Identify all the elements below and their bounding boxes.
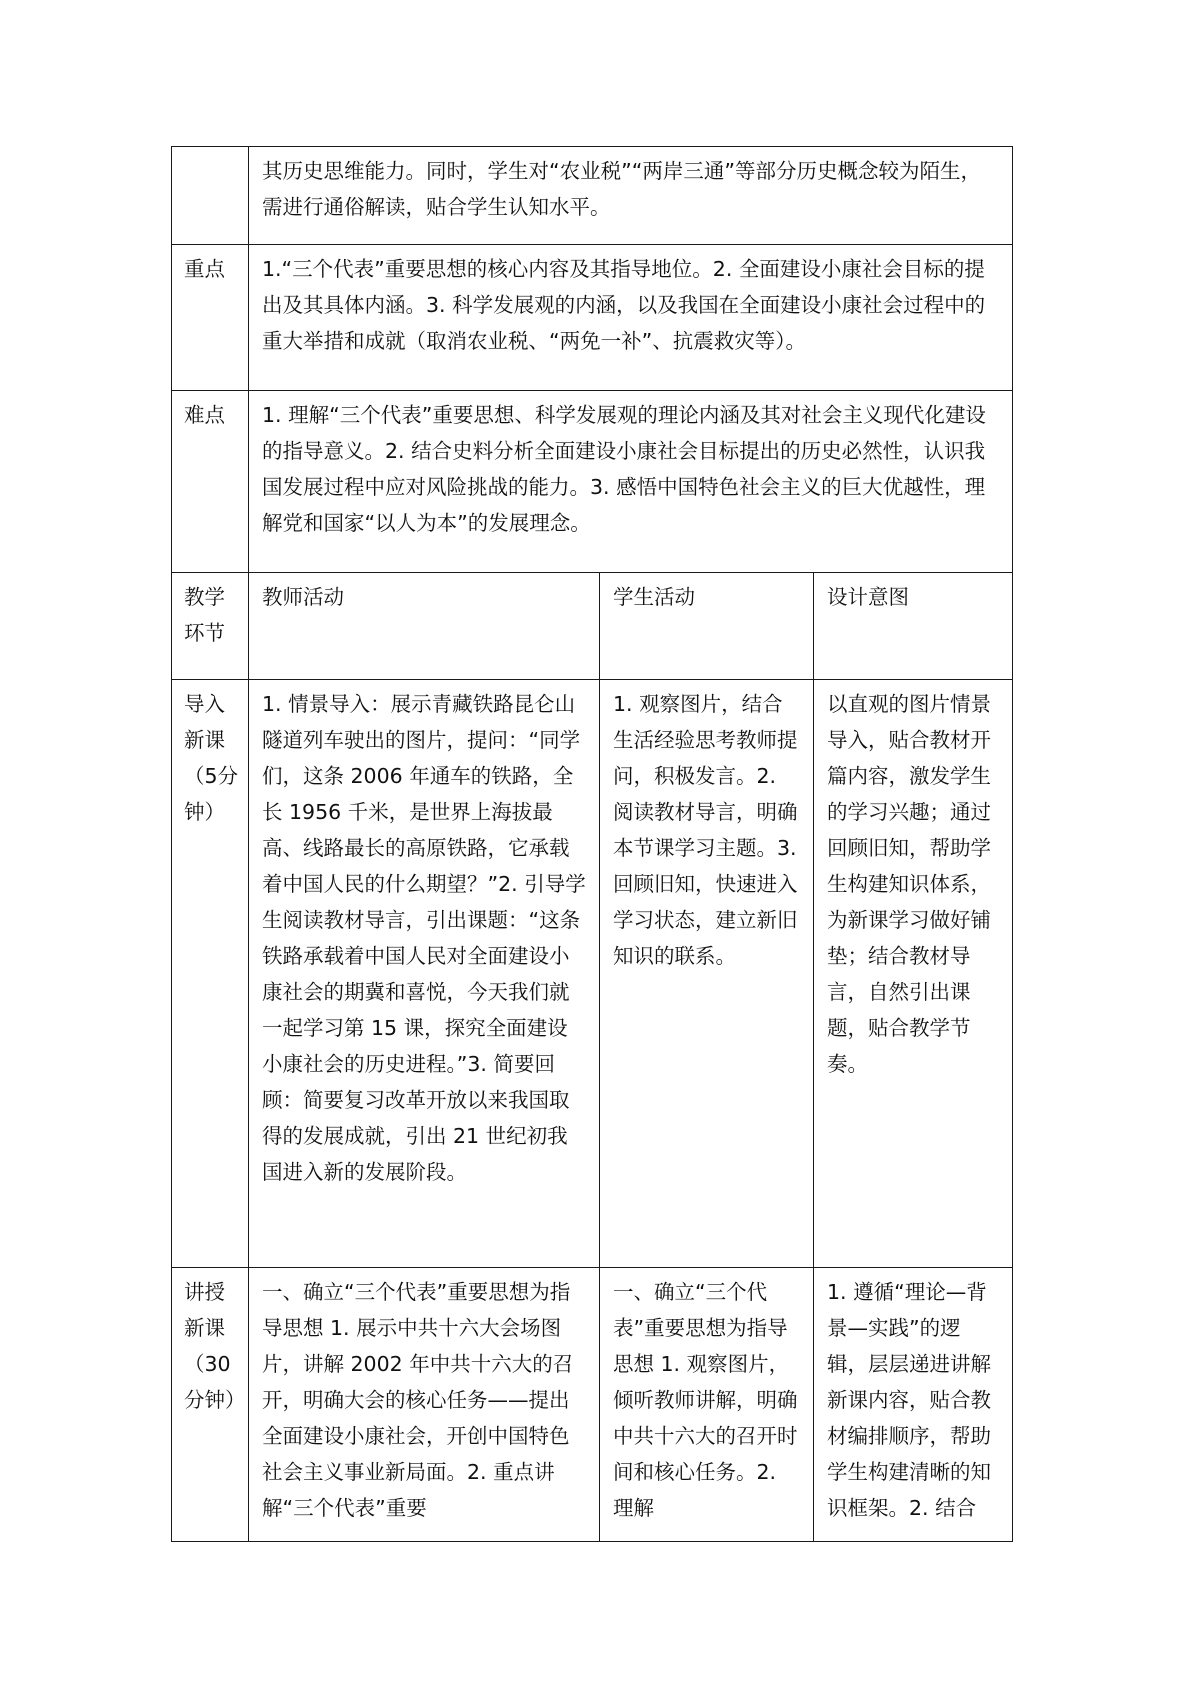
intro-stage-cell bbox=[172, 680, 249, 1268]
lesson-design-intent: 1. 遵循“理论—背景—实践”的逻辑，层层递进讲解新课内容，贴合教材编排顺序，帮助学生构建清晰的知识框架。2. 结合 bbox=[827, 1280, 991, 1520]
lesson-student-activity: 一、确立“三个代表”重要思想为指导思想 1. 观察图片，倾听教师讲解，明确中共十六大的召开时间和核心任务。2. 理解 bbox=[613, 1280, 798, 1520]
header-teacher: 教师活动 bbox=[262, 585, 344, 609]
header-intent: 设计意图 bbox=[827, 585, 909, 609]
key-points-label: 重点 bbox=[184, 257, 225, 281]
lesson-plan-table bbox=[171, 146, 1013, 1542]
difficult-points-label-cell bbox=[172, 391, 249, 573]
header-teacher-cell bbox=[249, 573, 600, 680]
intro-teacher-activity: 1. 情景导入：展示青藏铁路昆仑山隧道列车驶出的图片，提问：“同学们，这条 2006 年通车的铁路，全长 1956 千米，是世界上海拔最高、线路最长的高原铁路，它承载着中国人民的什么期望？”2. 引导学生阅读教材导言，引出课题：“这条铁路承载着中国人民对全面建设小康社会的期冀和喜悦，今天我们就一起学习第 15 课，探究全面建设小康社会的历史进程。”3. 简要回顾：简要复习改革开放以来我国取得的发展成就，引出 21 世纪初我国进入新的发展阶段。 bbox=[262, 692, 586, 1184]
intro-stage: 导入新课（5分钟） bbox=[184, 692, 239, 824]
intro-teacher-cell bbox=[249, 680, 600, 1268]
lesson-intent-cell bbox=[814, 1268, 1013, 1542]
difficult-points-content-cell bbox=[249, 391, 1013, 573]
intro-student-activity: 1. 观察图片，结合生活经验思考教师提问，积极发言。2. 阅读教材导言，明确本节课学习主题。3. 回顾旧知，快速进入学习状态，建立新旧知识的联系。 bbox=[613, 692, 798, 968]
difficult-points-label: 难点 bbox=[184, 403, 225, 427]
lesson-student-cell bbox=[600, 1268, 814, 1542]
lesson-teacher-cell bbox=[249, 1268, 600, 1542]
difficult-points-row bbox=[172, 391, 1013, 573]
key-points-content-cell bbox=[249, 245, 1013, 391]
key-points-row bbox=[172, 245, 1013, 391]
key-points-label-cell bbox=[172, 245, 249, 391]
header-intent-cell bbox=[814, 573, 1013, 680]
intro-student-cell bbox=[600, 680, 814, 1268]
activity-row-new-lesson bbox=[172, 1268, 1013, 1542]
header-stage-cell bbox=[172, 573, 249, 680]
header-stage: 教学环节 bbox=[184, 585, 225, 645]
key-points-text: 1.“三个代表”重要思想的核心内容及其指导地位。2. 全面建设小康社会目标的提出及其具体内涵。3. 科学发展观的内涵，以及我国在全面建设小康社会过程中的重大举措和成就（取消农业税、“两免一补”、抗震救灾等）。 bbox=[262, 257, 986, 353]
analysis-continuation-row bbox=[172, 147, 1013, 245]
lesson-stage: 讲授新课（30分钟） bbox=[184, 1280, 246, 1412]
intro-design-intent: 以直观的图片情景导入，贴合教材开篇内容，激发学生的学习兴趣；通过回顾旧知，帮助学生构建知识体系，为新课学习做好铺垫；结合教材导言，自然引出课题，贴合教学节奏。 bbox=[827, 692, 991, 1076]
lesson-stage-cell bbox=[172, 1268, 249, 1542]
activity-header-row bbox=[172, 573, 1013, 680]
intro-intent-cell bbox=[814, 680, 1013, 1268]
difficult-points-text: 1. 理解“三个代表”重要思想、科学发展观的理论内涵及其对社会主义现代化建设的指导意义。2. 结合史料分析全面建设小康社会目标提出的历史必然性，认识我国发展过程中应对风险挑战的能力。3. 感悟中国特色社会主义的巨大优越性，理解党和国家“以人为本”的发展理念。 bbox=[262, 403, 986, 535]
activity-row-introduction bbox=[172, 680, 1013, 1268]
student-analysis-text: 其历史思维能力。同时，学生对“农业税”“两岸三通”等部分历史概念较为陌生，需进行通俗解读，贴合学生认知水平。 bbox=[262, 159, 981, 219]
lesson-teacher-activity: 一、确立“三个代表”重要思想为指导思想 1. 展示中共十六大会场图片，讲解 2002 年中共十六大的召开，明确大会的核心任务——提出全面建设小康社会，开创中国特色社会主义事业新局面。2. 重点讲解“三个代表”重要 bbox=[262, 1280, 574, 1520]
header-student: 学生活动 bbox=[613, 585, 695, 609]
header-student-cell bbox=[600, 573, 814, 680]
row-label-empty bbox=[172, 147, 249, 245]
student-analysis-continuation bbox=[249, 147, 1013, 245]
